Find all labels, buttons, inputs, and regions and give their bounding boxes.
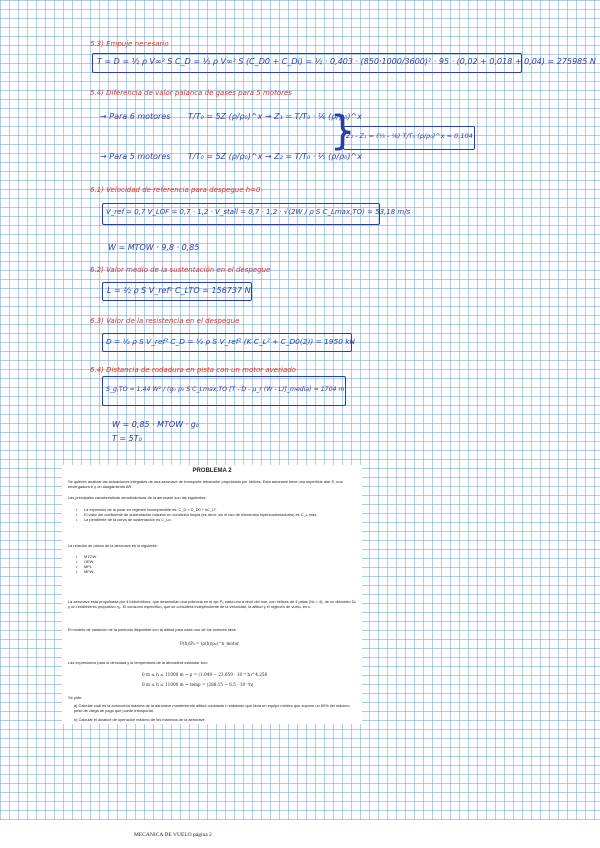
heading-6-4: 6.4) Distancia de rodadura en pista con un motor averiado [90, 366, 296, 374]
density-equation: 0 m ≤ h ≤ 11000 m → ρ = (1.049 − 23.659 · 10⁻⁶ h)^4.256 [142, 672, 268, 677]
equation-6-2: L = ½ ρ S V_ref² C_LTO = 156737 N [107, 286, 251, 295]
characteristics-list [76, 507, 348, 522]
power-model-text: El modelo de variación de la potencia disponible con la altitud para cada uno de los motores será: [68, 627, 237, 632]
weight-6-1: W = MTOW · 9,8 · 0,85 [108, 243, 200, 252]
result-5-4: Z₂ - Z₁ = (⅕ - ⅙) T/T₀ (ρ/ρ₀)^x = 0,104 [346, 132, 473, 140]
list-item: • MTOW [76, 554, 96, 559]
list-item: • La expresión de la polar en régimen incompresible es: C_D = C_D0 + kC_L². [76, 507, 348, 512]
brace-icon: } [330, 108, 356, 154]
equation-5-3: T = D = ½ ρ V∞² S C_D = ½ ρ V∞² S (C_D0 + C_Di) = ½ · 0,403 · (850·1000/3600)² · 95 · (0,02 + 0,018 + 0,04) = 275985 N [97, 57, 596, 66]
asks-label: Se pide: [68, 695, 83, 700]
equation-6-motores: T/T₀ = 5Z (ρ/ρ₀)^x → Z₁ = T/T₀ · ⅙ (ρ/ρ₀)^x [188, 112, 362, 121]
equation-5-motores: T/T₀ = 5Z (ρ/ρ₀)^x → Z₂ = T/T₀ · ⅕ (ρ/ρ₀)^x [188, 152, 362, 161]
equation-6-4: S_g,TO = 1,44 W² / (g₀ ρ₀ S C_Lmax,TO [T - D - μ_r (W - L)]_media) = 1704 m [106, 386, 345, 393]
label-6-motores: → Para 6 motores [100, 112, 171, 121]
heading-5-4: 5.4) Diferencia de valor palanca de gases para 5 motores [90, 89, 292, 97]
heading-6-1: 6.1) Velocidad de referencia para despegue h=0 [90, 186, 261, 194]
thrust-6-4: T = 5T₀ [112, 434, 142, 443]
problem-statement-panel [62, 465, 362, 724]
list-item: • El valor del coeficiente de sustentación máximo en condición limpia (es decir, sin el uso de elementos hipersustentadores) es C_L,max. [76, 512, 348, 517]
equation-6-3: D = ½ ρ S V_ref² C_D = ½ ρ S V_ref² (K C_L² + C_D0(2)) = 1950 kN [106, 337, 356, 346]
heading-5-3: 5.3) Empuje necesario [90, 40, 169, 48]
footer-band [0, 820, 600, 848]
atmosphere-text: Las expresiones para la densidad y la temperatura de la atmósfera estándar son: [68, 660, 208, 665]
temperature-equation: 0 m ≤ h ≤ 11000 m → temp = (288.15 − 6.5 · 10⁻³h) [142, 682, 254, 687]
problem-intro: Se quieren analizar las actuaciones integrales de una aeronave de transporte tetramotor propulsado por hélices. Esta aeronave tiene una superficie alar S, una envergadura b y un alargamiento AR. [68, 479, 343, 489]
question-a: a) Calcular cuál es la autonomía máxima de la aeronave manteniendo altitud constante h sabiendo que lleva un equipo médico que supone un 80% del máximo peso de carga de pago que puede transportar. [74, 703, 350, 713]
list-item: • OEW [76, 559, 96, 564]
weight-6-4: W = 0,85 · MTOW · g₀ [112, 420, 200, 429]
question-b: b) Calcular el alcance de operación máximo de los máximos de la aeronave. [74, 717, 206, 722]
list-item: • MFW [76, 569, 96, 574]
power-model-equation: P(h)/P₀ = (ρ(h)/ρ₀)^n_motor [180, 641, 240, 646]
weights-title: La relación de pesos de la aeronave es la siguiente: [68, 543, 158, 548]
weights-list [76, 554, 96, 574]
label-5-motores: → Para 5 motores [100, 152, 171, 161]
heading-6-2: 6.2) Valor medio de la sustentación en el despegue [90, 266, 271, 274]
characteristics-title: Las principales características aerodinámicas de la aeronave son las siguientes: [68, 495, 207, 500]
list-item: • MPL [76, 564, 96, 569]
heading-6-3: 6.3) Valor de la resistencia en el despegue [90, 317, 240, 325]
equation-6-1: V_ref = 0,7 V_LOF = 0,7 · 1,2 · V_stall = 0,7 · 1,2 · √(2W / ρ S C_Lmax,TO) = 53,18 m/s [106, 208, 411, 216]
list-item: • La pendiente de la curva de sustentación es C_Lα. [76, 517, 348, 522]
propulsion-text: La aeronave está propulsada por 4 turbohélices, que desarrollan una potencia en el eje P₀ cada uno a nivel del mar, con hélices de 4 palas (Nₕ = 4), de un diámetro Dₕ y un rendimiento propulsivo ηₚ. El consumo específico, que se considera independiente de la velocidad, la altitud y el régimen de vuelo, es c. [68, 599, 356, 609]
page-footer: MECANICA DE VUELO página 2 [134, 832, 212, 838]
problem-title: PROBLEMA 2 [192, 468, 232, 474]
